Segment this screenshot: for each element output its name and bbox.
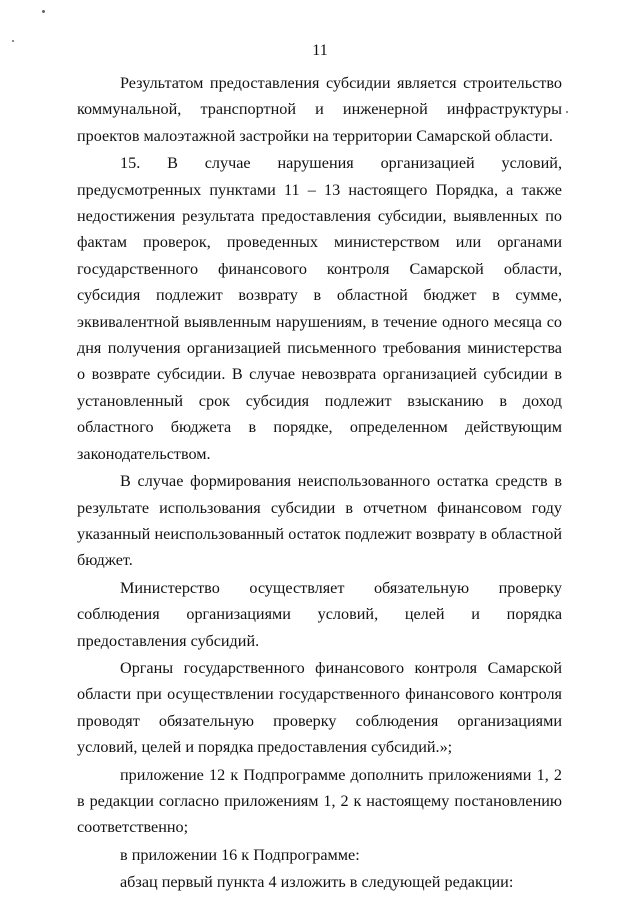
paragraph-appendix-12: приложение 12 к Подпрограмме дополнить приложениями 1, 2 в редакции согласно приложениям 1, 2 к настоящему постановлению соответственно; — [77, 765, 562, 837]
scan-speck — [12, 40, 14, 42]
scan-speck — [566, 111, 568, 113]
paragraph-appendix-16: в приложении 16 к Подпрограмме: — [120, 845, 360, 864]
paragraph-item-4: абзац первый пункта 4 изложить в следующей редакции: — [120, 873, 514, 892]
paragraph-financial-control: Органы государственного финансового контроля Самарской области при осуществлении государственного финансового контроля проводят обязательную проверку соблюдения организациями условий, целей и порядка предоставления субсидий.»; — [77, 658, 562, 757]
scan-speck — [42, 10, 45, 13]
page-number: 11 — [312, 42, 328, 59]
document-body — [77, 70, 562, 897]
paragraph-unused-balance: В случае формирования неиспользованного остатка средств в результате использования субсидии в отчетном финансовом году указанный неиспользованный остаток подлежит возврату в областной бюджет. — [77, 472, 562, 570]
paragraph-ministry-check: Министерство осуществляет обязательную проверку соблюдения организациями условий, целей и порядка предоставления субсидий. — [77, 578, 562, 650]
paragraph-item-15: 15. В случае нарушения организацией условий, предусмотренных пунктами 11 – 13 настоящего Порядка, а также недостижения результата предоставления субсидии, выявленных по фактам проверок, проведенных министерством или органами государственного финансового контроля Самарской области, субсидия подлежит возврату в областной бюджет в сумме, эквивалентной выявленным нарушениям, в течение одного месяца со дня получения организацией письменного требования министерства о возврате субсидии. В случае невозврата организацией субсидии в установленный срок субсидия подлежит взысканию в доход областного бюджета в порядке, определенном действующим законодательством. — [77, 154, 562, 463]
paragraph-result: Результатом предоставления субсидии является строительство коммунальной, транспортной и инженерной инфраструктуры проектов малоэтажной застройки на территории Самарской области. — [77, 74, 562, 145]
